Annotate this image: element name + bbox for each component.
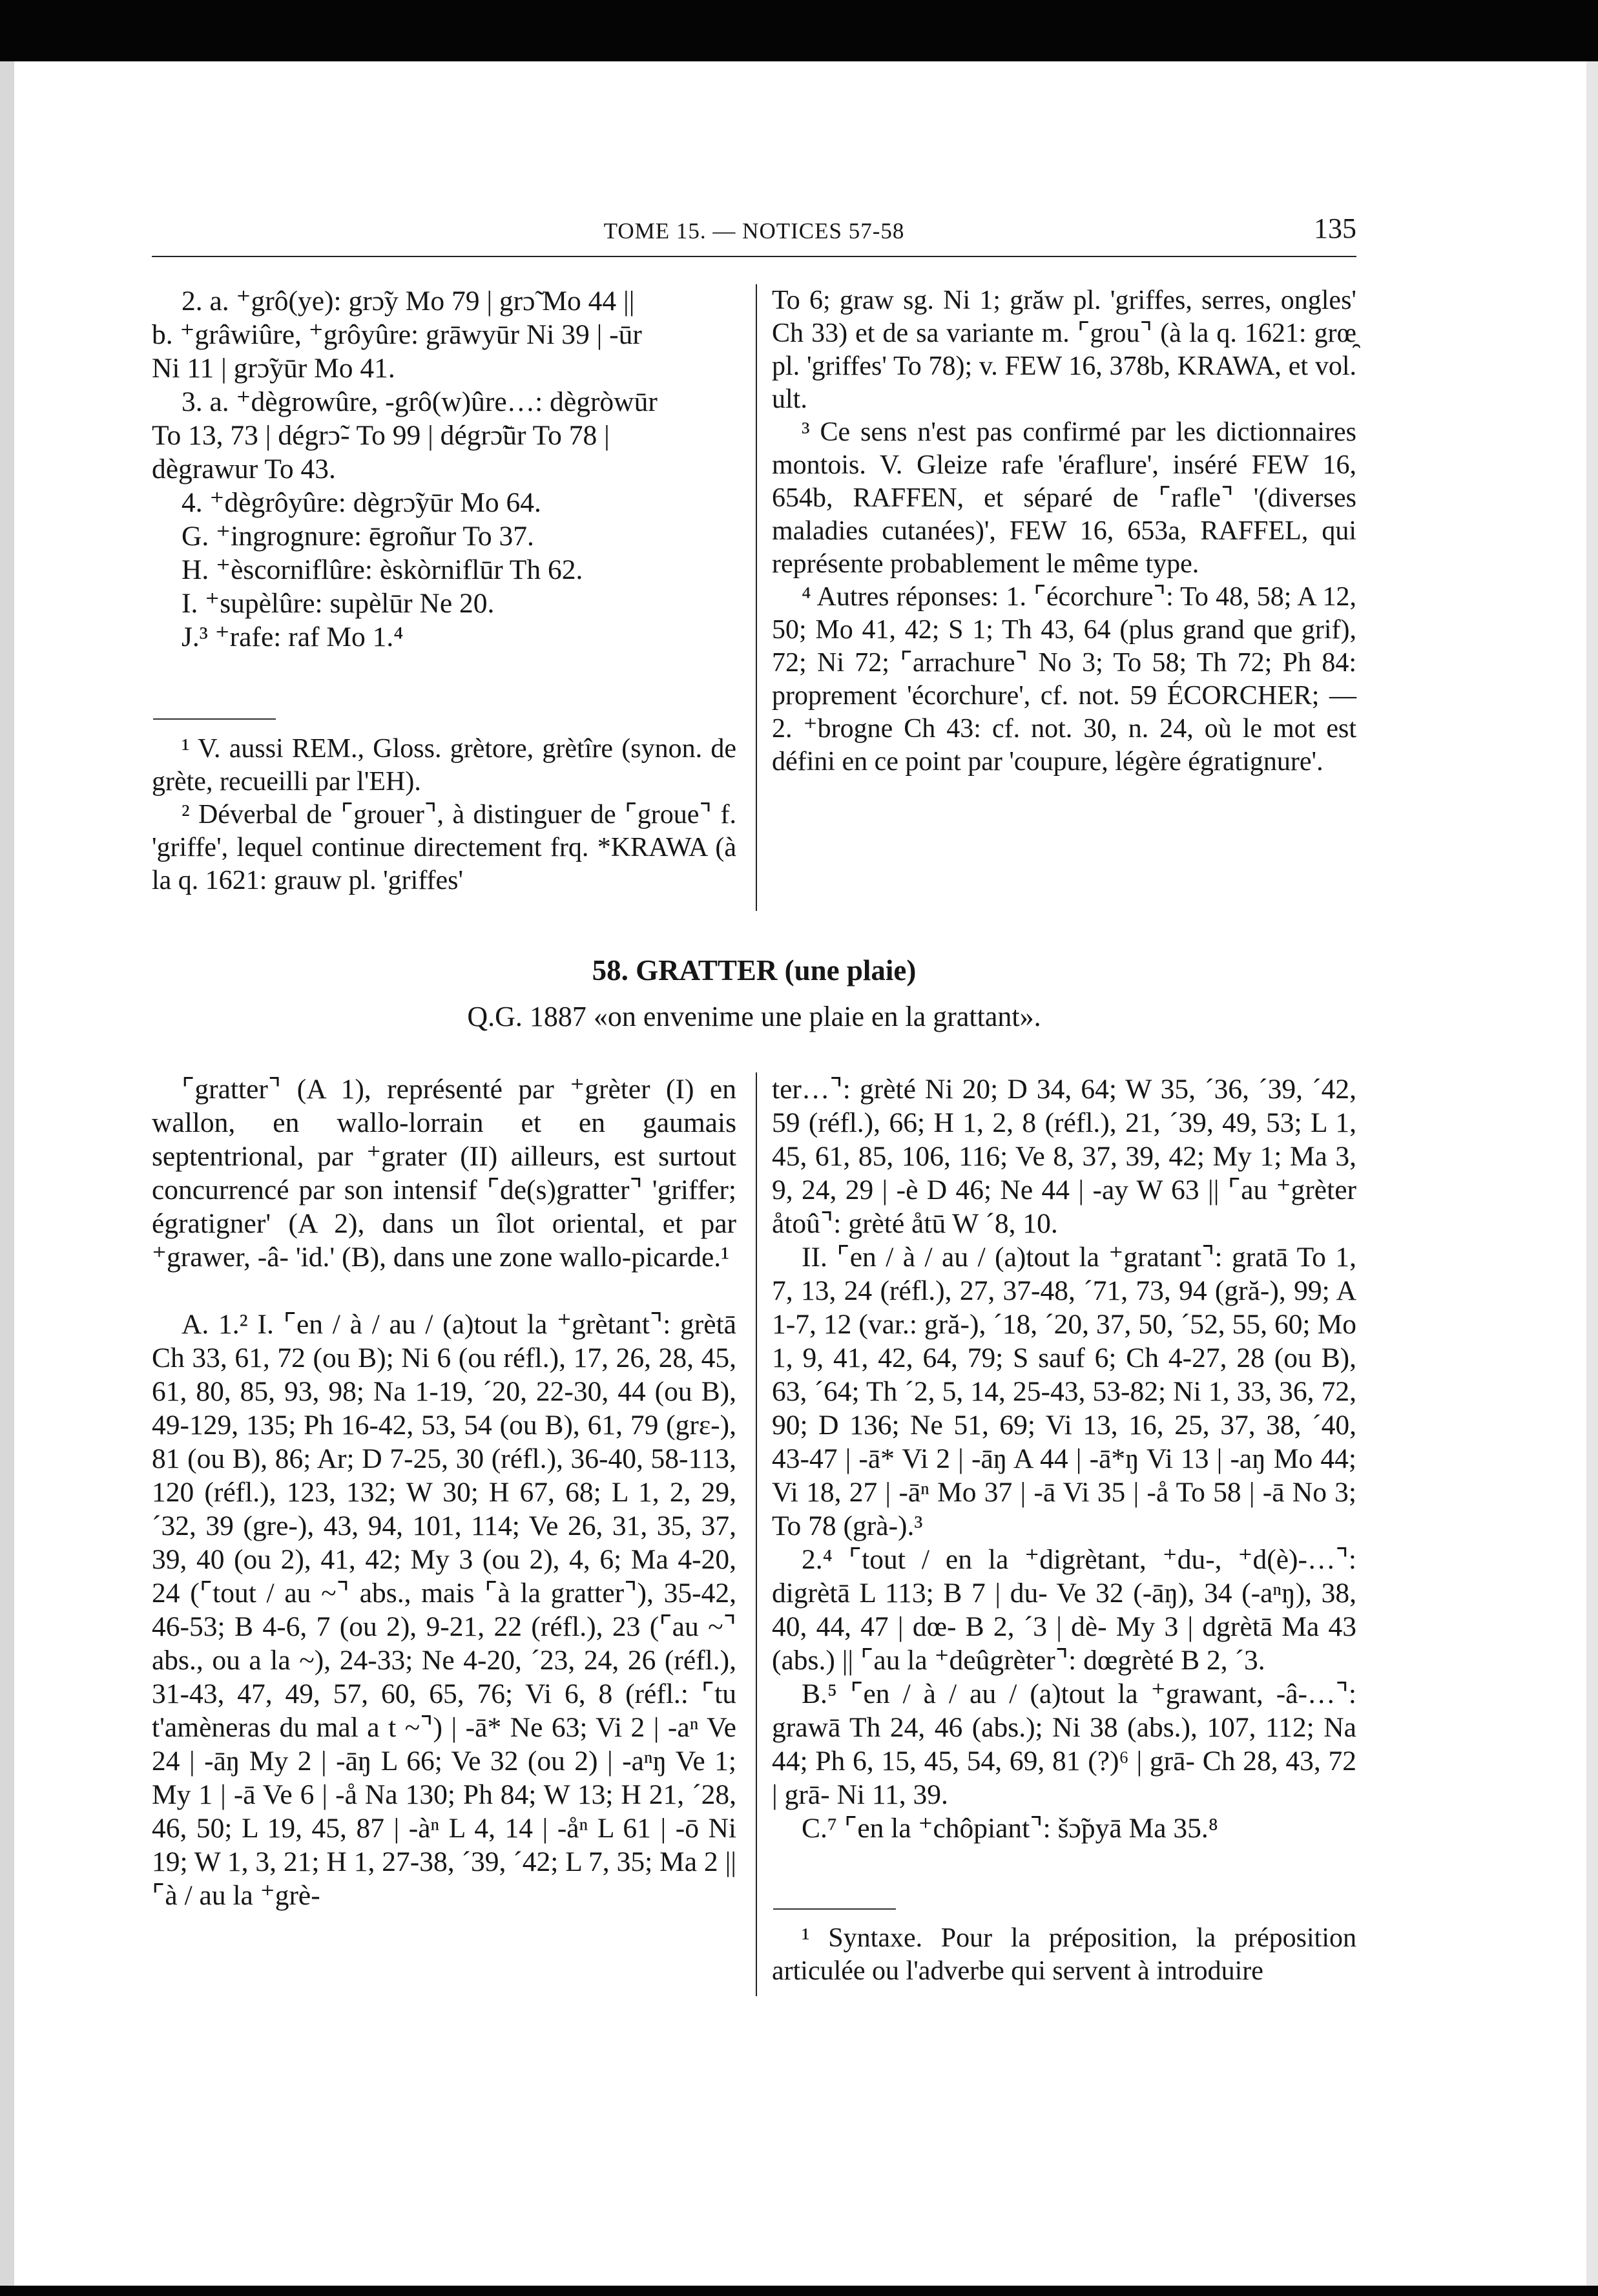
section-question: Q.G. 1887 «on envenime une plaie en la grattant».	[467, 1001, 1041, 1032]
entry-line: 2. a. ⁺grô(ye): grɔ̃y Mo 79 | grɔ̃ Mo 44 ||	[182, 286, 635, 317]
lower-right-column	[772, 1072, 1356, 1845]
upper-left-footnotes	[152, 733, 736, 897]
entry-line: b. ⁺grâwiûre, ⁺grôyûre: grāwyūr Ni 39 | -ūr	[152, 319, 642, 350]
section-title: 58. GRATTER (une plaie)	[592, 954, 917, 986]
footnote: ¹ Syntaxe. Pour la préposition, la préposition articulée ou l'adverbe qui servent à introduire	[772, 1923, 1356, 1986]
scan-top-border	[0, 0, 1598, 61]
entry-line: G. ⁺ingrognure: ēgroñur To 37.	[182, 521, 534, 552]
entry-line: Ni 11 | grɔ̃yūr Mo 41.	[152, 353, 395, 384]
entry-line: 3. a. ⁺dègrowûre, -grô(w)ûre…: dègròwūr	[182, 386, 658, 417]
entry-line: H. ⁺èscorniflûre: èskòrniflūr Th 62.	[182, 554, 583, 585]
upper-right-footnotes	[772, 284, 1356, 778]
entry-line: J.³ ⁺rafe: raf Mo 1.⁴	[182, 621, 404, 652]
body-paragraph: II. ⌜en / à / au / (a)tout la ⁺gratant⌝: gratā To 1, 7, 13, 24 (réfl.), 27, 37-48, ´71, 73, 94 (gră-), 99; A 1-7, 12 (var.: gră-), ´18, ´20, 37, 50, ´52, 55, 60; Mo 1, 9, 41, 42, 64, 79; S sauf 6; Ch 4-27, 28 (ou B), 63, ´64; Th ´2, 5, 14, 25-43, 53-82; Ni 1, 33, 36, 72, 90; D 136; Ne 51, 69; Vi 13, 16, 25, 37, 38, ´40, 43-47 | -ā* Vi 2 | -āŋ A 44 | -ā*ŋ Vi 13 | -aŋ Mo 44; Vi 18, 27 | -āⁿ Mo 37 | -ā Vi 35 | -å To 58 | -ā No 3; To 78 (grà-).³	[772, 1242, 1356, 1541]
running-title: TOME 15. — NOTICES 57-58	[603, 218, 905, 244]
column-divider	[756, 1072, 757, 1996]
footnote-rule	[773, 1908, 896, 1910]
scan-bottom-border	[0, 2286, 1598, 2296]
body-paragraph: ter…⌝: grèté Ni 20; D 34, 64; W 35, ´36, ´39, ´42, 59 (réfl.), 66; H 1, 2, 8 (réfl.), 21, ´39, 49, 53; L 1, 45, 61, 85, 106, 116; Ve 8, 37, 39, 42; My 1; Ma 3, 9, 24, 29 | -è D 46; Ne 44 | -ay W 63 || ⌜au ⁺grèter åtoû⌝: grèté åtū W ´8, 10.	[772, 1074, 1356, 1239]
body-paragraph: C.⁷ ⌜en la ⁺chôpiant⌝: šɔ̃pyā Ma 35.⁸	[802, 1813, 1218, 1844]
running-head	[152, 213, 1356, 257]
footnote: ² Déverbal de ⌜grouer⌝, à distinguer de ⌜groue⌝ f. 'griffe', lequel continue directement frq. *KRAWA (à la q. 1621: grauw pl. 'griffes'	[152, 800, 736, 895]
body-paragraph: B.⁵ ⌜en / à / au / (a)tout la ⁺grawant, -â-…⌝: grawā Th 24, 46 (abs.); Ni 38 (abs.), 107, 112; Na 44; Ph 6, 15, 45, 54, 69, 81 (?)⁶ | grā- Ch 28, 43, 72 | grā- Ni 11, 39.	[772, 1678, 1356, 1810]
lower-right-footnote	[772, 1922, 1356, 1988]
entry-line: To 13, 73 | dégrɔ̃- To 99 | dégrɔ̃ūr To 78 |	[152, 420, 610, 451]
footnote: To 6; graw sg. Ni 1; grăw pl. 'griffes, serres, ongles' Ch 33) et de sa variante m. ⌜grou⌝ (à la q. 1621: grœ̯ pl. 'griffes' To 78); v. FEW 16, 378b, KRAWA, et vol. ult.	[772, 286, 1356, 414]
entry-line: dègrawur To 43.	[152, 454, 336, 485]
lower-left-column	[152, 1072, 736, 1912]
page-number: 135	[1314, 213, 1356, 244]
footnote: ⁴ Autres réponses: 1. ⌜écorchure⌝: To 48, 58; A 12, 50; Mo 41, 42; S 1; Th 43, 64 (plus grand que grif), 72; Ni 72; ⌜arrachure⌝ No 3; To 58; Th 72; Ph 84: proprement 'écorchure', cf. not. 59 ÉCORCHER; — 2. ⁺brogne Ch 43: cf. not. 30, n. 24, où le mot est défini en ce point par 'coupure, légère égratignure'.	[772, 582, 1356, 777]
footnote: ¹ V. aussi REM., Gloss. grètore, grètîre (synon. de grète, recueilli par l'EH).	[152, 734, 736, 797]
column-divider	[756, 284, 757, 911]
entry-line: 4. ⁺dègrôyûre: dègrɔ̃yūr Mo 64.	[182, 487, 541, 518]
upper-left-column	[152, 284, 736, 654]
body-paragraph: 2.⁴ ⌜tout / en la ⁺digrètant, ⁺du-, ⁺d(è)-…⌝: digrètā L 113; B 7 | du- Ve 32 (-āŋ), 34 (-aⁿŋ), 38, 40, 44, 47 | dœ- B 2, ´3 | dè- My 3 | dgrètā Ma 43 (abs.) || ⌜au la ⁺deûgrèter⌝: dœgrèté B 2, ´3.	[772, 1544, 1356, 1676]
scan-right-edge	[1586, 61, 1598, 2286]
scan-left-edge	[0, 61, 14, 2286]
body-paragraph: A. 1.² I. ⌜en / à / au / (a)tout la ⁺grètant⌝: grètā Ch 33, 61, 72 (ou B); Ni 6 (ou réfl.), 17, 26, 28, 45, 61, 80, 85, 93, 98; Na 1-19, ´20, 22-30, 44 (ou B), 49-129, 135; Ph 16-42, 53, 54 (ou B), 61, 79 (grɛ-), 81 (ou B), 86; Ar; D 7-25, 30 (réfl.), 36-40, 58-113, 120 (réfl.), 123, 132; W 30; H 67, 68; L 1, 2, 29, ´32, 39 (gre-), 43, 94, 101, 114; Ve 26, 31, 35, 37, 39, 40 (ou 2), 41, 42; My 3 (ou 2), 4, 6; Ma 4-20, 24 (⌜tout / au ~⌝ abs., mais ⌜à la gratter⌝), 35-42, 46-53; B 4-6, 7 (ou 2), 9-21, 22 (réfl.), 23 (⌜au ~⌝ abs., ou a la ~), 24-33; Ne 4-20, ´23, 24, 26 (réfl.), 31-43, 47, 49, 57, 60, 65, 76; Vi 6, 8 (réfl.: ⌜tu t'amèneras du mal a t ~⌝) | -ā* Ne 63; Vi 2 | -aⁿ Ve 24 | -āŋ My 2 | -āŋ L 66; Ve 32 (ou 2) | -aⁿŋ Ve 1; My 1 | -ā Ve 6 | -å Na 130; Ph 84; W 13; H 21, ´28, 46, 50; L 19, 45, 87 | -àⁿ L 4, 14 | -åⁿ L 61 | -ō Ni 19; W 1, 3, 21; H 1, 27-38, ´39, ´42; L 7, 35; Ma 2 || ⌜à / au la ⁺grè-	[152, 1309, 736, 1911]
entry-line: I. ⁺supèlûre: supèlūr Ne 20.	[182, 588, 495, 619]
body-paragraph: ⌜gratter⌝ (A 1), représenté par ⁺grèter (I) en wallon, en wallo-lorrain et en gaumais septentrional, par ⁺grater (II) ailleurs, est surtout concurrencé par son intensif ⌜de(s)gratter⌝ 'griffer; égratigner' (A 2), dans un îlot oriental, et par ⁺grawer, -â- 'id.' (B), dans une zone wallo-picarde.¹	[152, 1074, 736, 1273]
footnote: ³ Ce sens n'est pas confirmé par les dictionnaires montois. V. Gleize rafe 'éraflure', inséré FEW 16, 654b, RAFFEN, et séparé de ⌜rafle⌝ '(diverses maladies cutanées)', FEW 16, 653a, RAFFEL, qui représente probablement le même type.	[772, 417, 1356, 579]
footnote-rule	[153, 718, 276, 720]
